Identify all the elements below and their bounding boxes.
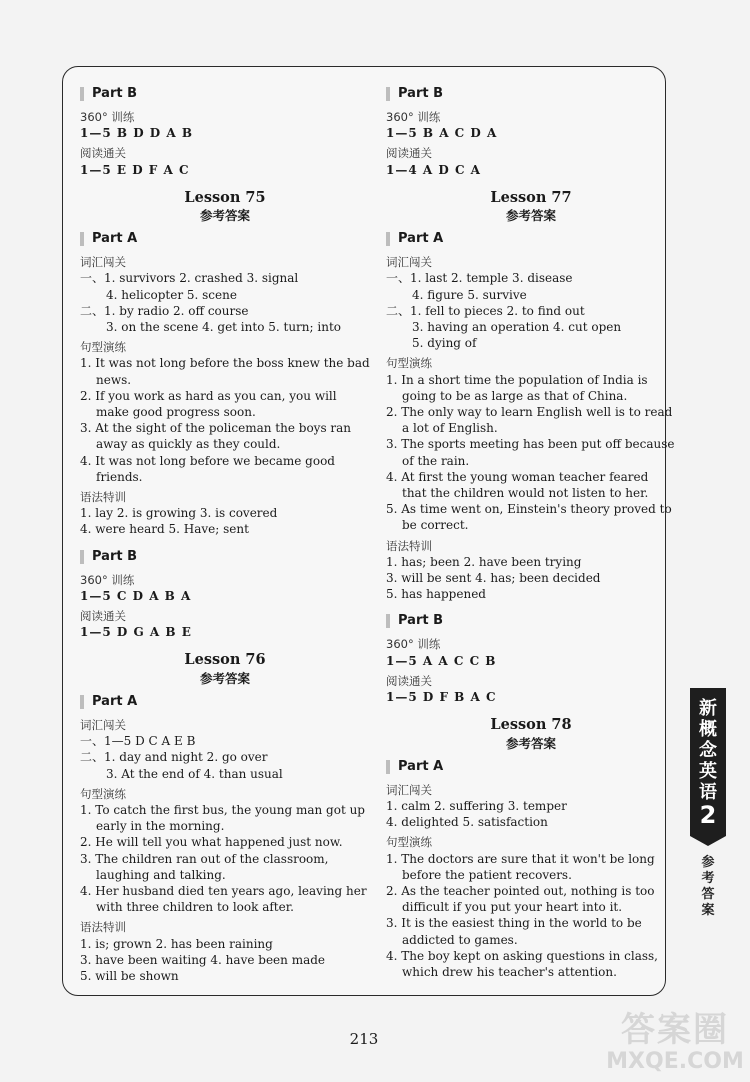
- tab-char: 概: [699, 719, 717, 740]
- heading-bar: [386, 614, 390, 628]
- tab-char: 新: [699, 698, 717, 719]
- tab-arrow-icon: [690, 836, 726, 846]
- right-column: [386, 80, 676, 980]
- page-number: 213: [349, 1030, 379, 1048]
- part-b-heading: Part B: [386, 610, 676, 632]
- section-label: 阅读通关: [80, 609, 126, 624]
- answer-item: 4. The boy kept on asking questions in class, which drew his teacher's attention.: [386, 948, 658, 979]
- section-label: 句型演练: [386, 835, 432, 850]
- answer-line: 5. has happened: [386, 587, 486, 602]
- answer-item: 1. The doctors are sure that it won't be long before the patient recovers.: [386, 851, 655, 882]
- answer-item: 2. The only way to learn English well is to read a lot of English.: [386, 405, 673, 436]
- answer-line: 3. have been waiting 4. have been made: [80, 952, 326, 967]
- reference-answers-title: 参考答案: [505, 735, 556, 751]
- reference-answers-title: 参考答案: [199, 208, 250, 224]
- answer-line: 5. will be shown: [80, 968, 179, 983]
- answer-item: 3. The sports meeting has been put off because of the rain.: [386, 437, 675, 468]
- answer-line: 3. At the end of 4. than usual: [106, 766, 283, 781]
- answer-item: 2. He will tell you what happened just now.: [80, 835, 343, 850]
- answer-line: 1. lay 2. is growing 3. is covered: [80, 506, 278, 521]
- reference-answers-title: 参考答案: [505, 208, 556, 224]
- section-label: 360° 训练: [386, 637, 441, 652]
- section-label: 词汇闯关: [80, 255, 126, 270]
- side-label: 参考答案: [701, 855, 715, 918]
- lesson-title: Lesson 77: [490, 188, 572, 206]
- answer-line: 1—5 D F B A C: [386, 690, 497, 705]
- answer-item: 1. It was not long before the boss knew the bad news.: [80, 356, 370, 387]
- heading-bar: [80, 695, 84, 709]
- answer-line: 3. will be sent 4. has; been decided: [386, 571, 601, 586]
- answer-line: 一、1. survivors 2. crashed 3. signal: [80, 271, 299, 286]
- answer-item: 2. As the teacher pointed out, nothing is too difficult if you put your heart into it.: [386, 883, 655, 915]
- answer-item: 3. It is the easiest thing in the world to be addicted to games.: [386, 916, 642, 947]
- answer-line: 1. calm 2. suffering 3. temper: [386, 798, 567, 813]
- part-a-heading: Part A: [386, 228, 676, 250]
- answer-item: 2. If you work as hard as you can, you will make good progress soon.: [80, 388, 337, 420]
- answer-line: 1—4 A D C A: [386, 162, 481, 177]
- section-label: 语法特训: [386, 538, 432, 553]
- watermark-site: MXQE.COM: [606, 1049, 744, 1074]
- section-label: 阅读通关: [386, 146, 432, 161]
- answer-item: 4. At first the young woman teacher feared that the children would not listen to her.: [386, 469, 649, 501]
- watermark: [605, 1010, 745, 1078]
- left-column: [80, 80, 370, 984]
- part-b-heading: Part B: [80, 83, 370, 105]
- tab-char: 英: [699, 761, 717, 782]
- answer-item: 1. To catch the first bus, the young man got up early in the morning.: [80, 802, 365, 834]
- answer-line: 1—5 D G A B E: [80, 625, 192, 640]
- heading-bar: [80, 232, 84, 246]
- answer-item: 4. It was not long before we became good friends.: [80, 453, 335, 484]
- section-label: 词汇闯关: [386, 255, 432, 270]
- heading-bar: [386, 760, 390, 774]
- answer-line: 1—5 B A C D A: [386, 126, 498, 141]
- answer-line: 一、1. last 2. temple 3. disease: [386, 271, 573, 286]
- part-b-heading: Part B: [386, 83, 676, 105]
- heading-bar: [80, 87, 84, 101]
- part-a-heading: Part A: [386, 756, 676, 778]
- answer-item: 4. Her husband died ten years ago, leaving her with three children to look after.: [80, 883, 367, 915]
- lesson-title: Lesson 75: [184, 188, 266, 206]
- section-label: 360° 训练: [80, 110, 135, 124]
- tab-char: 语: [699, 782, 717, 803]
- answer-line: 1. is; grown 2. has been raining: [80, 936, 273, 951]
- answer-line: 3. on the scene 4. get into 5. turn; into: [106, 320, 341, 335]
- section-label: 词汇闯关: [80, 717, 126, 732]
- answer-item: 3. The children ran out of the classroom, laughing and talking.: [80, 851, 329, 882]
- part-a-heading: Part A: [80, 691, 370, 713]
- answer-line: 5. dying of: [412, 336, 477, 351]
- answer-line: 1—5 B D D A B: [80, 126, 193, 141]
- section-label: 阅读通关: [386, 673, 432, 688]
- answer-line: 4. were heard 5. Have; sent: [80, 522, 249, 537]
- heading-bar: [80, 550, 84, 564]
- tab-volume-number: 2: [699, 801, 717, 829]
- answer-line: 4. delighted 5. satisfaction: [386, 815, 548, 830]
- answer-line: 4. helicopter 5. scene: [106, 287, 237, 302]
- part-b-heading: Part B: [80, 546, 370, 568]
- section-label: 词汇闯关: [386, 782, 432, 797]
- section-label: 360° 训练: [386, 110, 441, 124]
- answer-line: 二、1. fell to pieces 2. to find out: [386, 303, 585, 318]
- answer-item: 1. In a short time the population of India is going to be as large as that of China.: [386, 372, 648, 403]
- answer-line: 1—5 C D A B A: [80, 588, 192, 603]
- section-label: 句型演练: [80, 786, 126, 801]
- answer-line: 3. having an operation 4. cut open: [412, 320, 622, 335]
- section-label: 句型演练: [386, 356, 432, 371]
- answer-line: 一、1—5 D C A E B: [80, 734, 196, 749]
- answer-line: 二、1. day and night 2. go over: [80, 750, 268, 765]
- section-label: 阅读通关: [80, 146, 126, 161]
- book-title-tab: [690, 688, 726, 836]
- answer-line: 4. figure 5. survive: [412, 287, 527, 302]
- reference-answers-title: 参考答案: [199, 670, 250, 686]
- section-label: 360° 训练: [80, 572, 135, 587]
- part-a-heading: Part A: [80, 228, 370, 250]
- section-label: 语法特训: [80, 920, 126, 935]
- section-label: 语法特训: [80, 490, 126, 505]
- answer-item: 5. As time went on, Einstein's theory proved to be correct.: [386, 502, 672, 533]
- lesson-title: Lesson 78: [490, 716, 572, 734]
- tab-char: 念: [699, 740, 717, 761]
- answer-line: 二、1. by radio 2. off course: [80, 303, 249, 318]
- watermark-logo: 答案圈: [621, 1010, 729, 1050]
- heading-bar: [386, 87, 390, 101]
- heading-bar: [386, 232, 390, 246]
- answer-line: 1. has; been 2. have been trying: [386, 554, 582, 569]
- lesson-title: Lesson 76: [184, 651, 266, 669]
- section-label: 句型演练: [80, 340, 126, 355]
- answer-line: 1—5 E D F A C: [80, 162, 190, 177]
- answer-item: 3. At the sight of the policeman the boys ran away as quickly as they could.: [80, 421, 352, 452]
- answer-line: 1—5 A A C C B: [386, 653, 497, 668]
